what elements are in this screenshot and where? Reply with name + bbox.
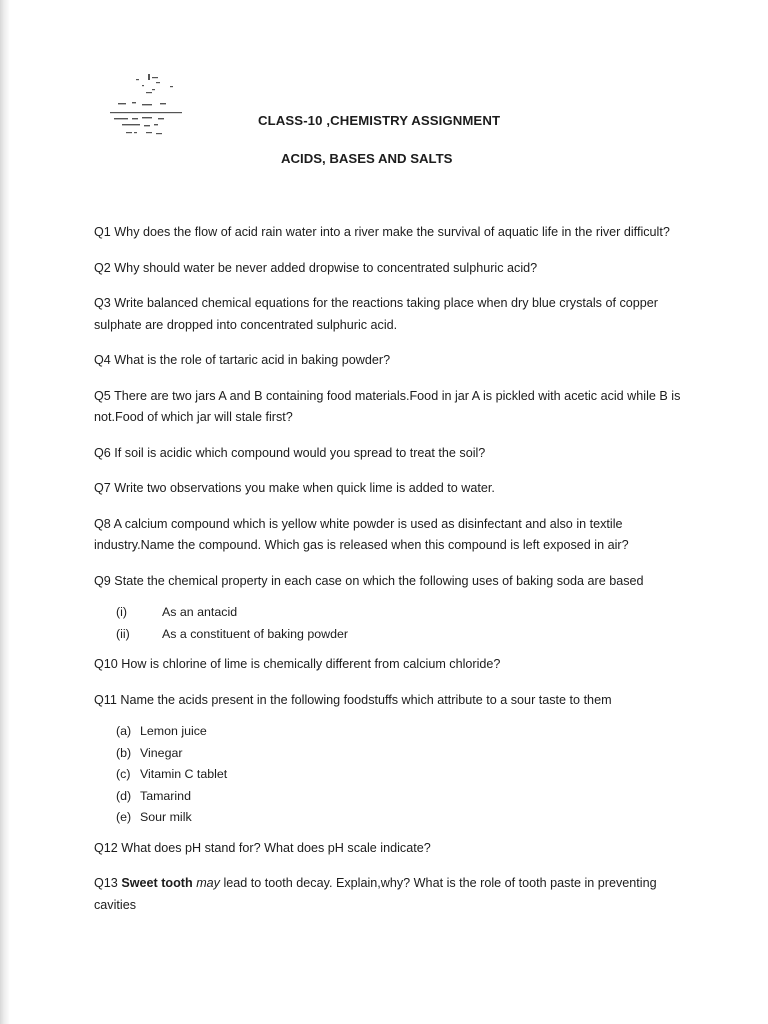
question-9-sub-list bbox=[116, 602, 694, 645]
list-item bbox=[116, 764, 694, 786]
question-9: Q9 State the chemical property in each case on which the following uses of baking soda are based bbox=[94, 573, 644, 588]
list-item-text: Sour milk bbox=[140, 810, 192, 824]
question-13-bold-phrase: Sweet tooth bbox=[121, 876, 193, 890]
list-item-marker: (c) bbox=[116, 767, 131, 781]
question-11: Q11 Name the acids present in the following foodstuffs which attribute to a sour taste to them bbox=[94, 692, 612, 707]
assignment-subtitle: ACIDS, BASES AND SALTS bbox=[281, 151, 453, 166]
question-11-sub-list bbox=[116, 721, 694, 829]
question-13-italic-word: may bbox=[196, 876, 220, 890]
list-item bbox=[116, 743, 694, 765]
school-logo bbox=[106, 72, 186, 152]
list-item-text: Vinegar bbox=[140, 745, 183, 760]
question-8: Q8 A calcium compound which is yellow white powder is used as disinfectant and also in textile industry.Name the compound. Which gas is released when this compound is left exposed in air? bbox=[94, 516, 629, 552]
list-item-text: Tamarind bbox=[140, 788, 191, 803]
question-12: Q12 What does pH stand for? What does pH scale indicate? bbox=[94, 840, 431, 855]
question-5: Q5 There are two jars A and B containing food materials.Food in jar A is pickled with acetic acid while B is not.Food of which jar will stale first? bbox=[94, 388, 681, 424]
question-3: Q3 Write balanced chemical equations for the reactions taking place when dry blue crystals of copper sulphate are dropped into concentrated sulphuric acid. bbox=[94, 296, 658, 332]
question-13-rest: lead to tooth decay. Explain,why? What is the role of tooth paste in preventing cavities bbox=[94, 876, 657, 912]
list-item bbox=[116, 807, 694, 829]
question-2: Q2 Why should water be never added dropwise to concentrated sulphuric acid? bbox=[94, 260, 538, 275]
list-item-text: Lemon juice bbox=[140, 724, 207, 738]
question-1: Q1 Why does the flow of acid rain water into a river make the survival of aquatic life in the river difficult? bbox=[94, 225, 670, 239]
question-list bbox=[94, 222, 694, 916]
list-item-text: As an antacid bbox=[162, 605, 238, 619]
question-13-prefix: Q13 bbox=[94, 876, 122, 890]
list-item bbox=[116, 721, 694, 743]
list-item-text: As a constituent of baking powder bbox=[162, 626, 348, 641]
list-item-marker: (i) bbox=[116, 605, 128, 619]
list-item bbox=[116, 624, 694, 646]
list-item-marker: (d) bbox=[116, 788, 132, 803]
list-item-marker: (b) bbox=[116, 745, 132, 760]
list-item-marker: (e) bbox=[116, 810, 132, 824]
question-13 bbox=[94, 873, 694, 916]
question-6: Q6 If soil is acidic which compound would you spread to treat the soil? bbox=[94, 445, 486, 460]
question-4: Q4 What is the role of tartaric acid in baking powder? bbox=[94, 353, 391, 367]
list-item-marker: (a) bbox=[116, 724, 132, 738]
list-item bbox=[116, 602, 694, 624]
list-item-text: Vitamin C tablet bbox=[140, 767, 228, 781]
assignment-title: CLASS-10 ,CHEMISTRY ASSIGNMENT bbox=[258, 113, 501, 128]
question-10: Q10 How is chlorine of lime is chemically different from calcium chloride? bbox=[94, 657, 501, 671]
question-7: Q7 Write two observations you make when quick lime is added to water. bbox=[94, 481, 495, 495]
list-item bbox=[116, 786, 694, 808]
list-item-marker: (ii) bbox=[116, 626, 130, 641]
